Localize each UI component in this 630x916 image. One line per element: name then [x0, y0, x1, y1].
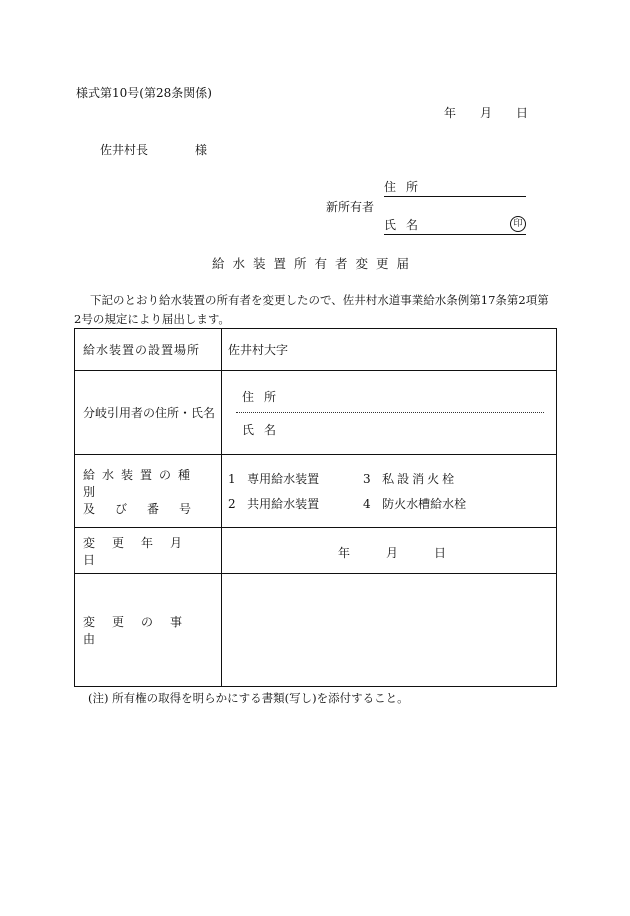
date-day: 日	[516, 106, 529, 120]
document-title: 給水装置所有者変更届	[212, 256, 418, 271]
installation-site-label: 給水装置の設置場所	[83, 343, 201, 357]
new-owner-label: 新所有者	[326, 200, 375, 214]
addressee-honorific: 様	[195, 143, 208, 157]
row-device-type	[75, 455, 557, 528]
device-type-options	[228, 470, 556, 512]
row-change-reason	[75, 574, 557, 687]
option-3: 3 私設消火栓	[363, 472, 458, 486]
change-date-month: 月	[386, 546, 399, 560]
change-reason-value	[222, 574, 557, 687]
body-text-line2: 2号の規定により届出します。	[74, 312, 230, 326]
date-month: 月	[480, 106, 493, 120]
form-table	[74, 328, 557, 687]
installation-site-value: 佐井村大字	[228, 343, 289, 357]
addressee-name: 佐井村長	[100, 143, 149, 157]
new-owner-name-field	[384, 216, 526, 235]
row-branch-user	[75, 371, 557, 455]
date-year: 年	[444, 106, 457, 120]
seal-mark: 印	[510, 216, 526, 232]
option-1: 1 専用給水装置	[228, 472, 320, 486]
branch-user-address-label: 住所	[242, 390, 287, 404]
branch-user-name-label: 氏名	[242, 423, 287, 437]
new-owner-address-field	[384, 178, 526, 197]
new-owner-address-label: 住所	[384, 180, 429, 194]
note: (注) 所有権の取得を明らかにする書類(写し)を添付すること。	[88, 691, 409, 705]
change-reason-label: 変更の事由	[83, 615, 200, 646]
row-installation-site	[75, 329, 557, 371]
device-type-label: 給水装置の種別	[83, 467, 198, 499]
change-date-label: 変更年月日	[83, 535, 200, 567]
option-4: 4 防火水槽給水栓	[363, 497, 467, 511]
row-change-date	[75, 528, 557, 574]
form-number: 様式第10号(第28条関係)	[76, 86, 212, 100]
branch-user-label: 分岐引用者の住所・氏名	[83, 406, 216, 420]
change-date-day: 日	[434, 546, 447, 560]
body-text-line1: 下記のとおり給水装置の所有者を変更したので、佐井村水道事業給水条例第17条第2項第	[90, 293, 549, 307]
change-date-year: 年	[338, 546, 351, 560]
device-type-label-2: 及び番号	[83, 501, 212, 516]
option-2: 2 共用給水装置	[228, 497, 320, 511]
new-owner-name-label: 氏名	[384, 218, 429, 232]
